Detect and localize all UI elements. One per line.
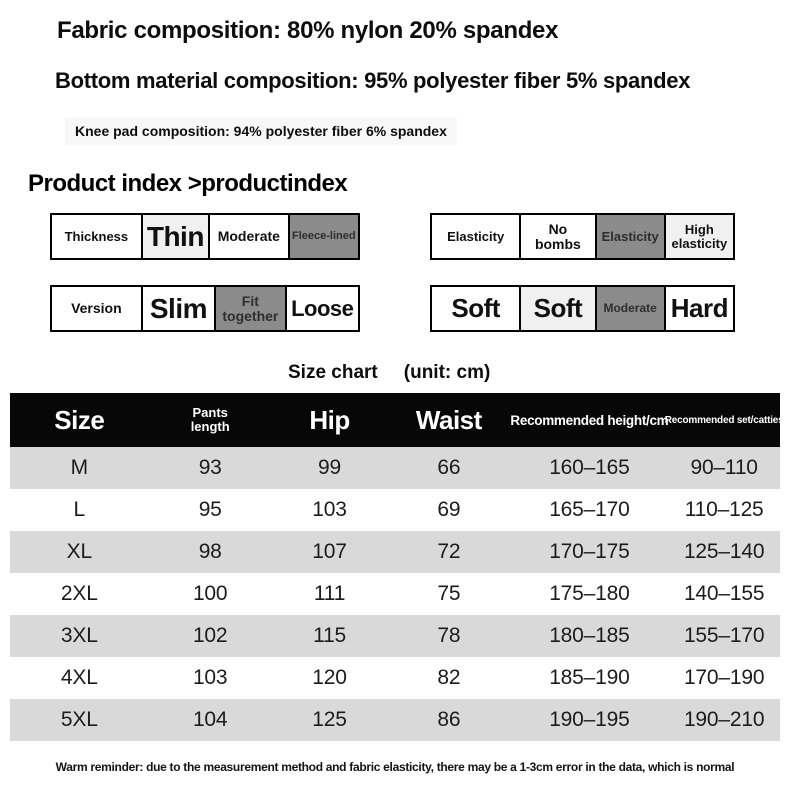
thickness-option-moderate: Moderate xyxy=(208,215,288,258)
cell-size: 2XL xyxy=(60,582,98,605)
cell-waist: 86 xyxy=(437,708,461,731)
fabric-composition-heading: Fabric composition: 80% nylon 20% spandex xyxy=(57,17,559,44)
cell-waist: 82 xyxy=(437,666,461,689)
size-chart-title-row xyxy=(288,362,490,384)
size-row-m xyxy=(10,447,780,489)
cell-height: 160–165 xyxy=(549,456,630,479)
cell-size: 4XL xyxy=(60,666,98,689)
cell-waist: 75 xyxy=(437,582,461,605)
cell-pants: 95 xyxy=(198,498,222,521)
knee-pad-heading: Knee pad composition: 94% polyester fiber 6% spandex xyxy=(65,117,457,145)
version-label: Version xyxy=(71,300,122,317)
elasticity-index-table xyxy=(430,213,735,260)
cell-hip: 107 xyxy=(312,540,347,563)
cell-set: 155–170 xyxy=(683,624,765,647)
cell-size: M xyxy=(70,456,88,479)
cell-height: 180–185 xyxy=(549,624,630,647)
col-header-waist: Waist xyxy=(415,404,482,435)
cell-pants: 102 xyxy=(192,624,228,647)
cell-pants: 98 xyxy=(198,540,222,563)
cell-hip: 99 xyxy=(318,456,342,479)
elasticity-option-elasticity: Elasticity xyxy=(595,215,664,258)
cell-hip: 111 xyxy=(313,582,346,605)
cell-hip: 115 xyxy=(313,624,346,647)
softness-option-moderate: Moderate xyxy=(595,287,664,330)
cell-set: 170–190 xyxy=(683,666,765,689)
col-header-pants-length-text: Pants length xyxy=(190,404,230,434)
cell-size: 3XL xyxy=(60,624,98,647)
cell-set: 125–140 xyxy=(683,540,765,563)
size-row-4xl xyxy=(10,657,780,699)
cell-set: 110–125 xyxy=(684,498,764,521)
softness-index-table xyxy=(430,285,735,332)
version-option-slim: Slim xyxy=(141,287,214,330)
cell-size: L xyxy=(73,498,86,521)
cell-height: 170–175 xyxy=(549,540,630,563)
cell-hip: 120 xyxy=(312,666,347,689)
product-index-heading: Product index >productindex xyxy=(28,170,348,197)
size-chart-unit: (unit: cm) xyxy=(403,362,491,383)
warm-reminder-note: Warm reminder: due to the measurement method and fabric elasticity, there may be a 1-3cm error in the data, which is normal xyxy=(55,760,735,774)
elasticity-label: Elasticity xyxy=(447,228,505,244)
cell-height: 190–195 xyxy=(549,708,630,731)
cell-pants: 93 xyxy=(198,456,222,479)
cell-waist: 72 xyxy=(437,540,461,563)
cell-waist: 69 xyxy=(437,498,461,521)
size-row-5xl xyxy=(10,699,780,741)
cell-set: 140–155 xyxy=(683,582,765,605)
cell-height: 175–180 xyxy=(549,582,630,605)
thickness-option-fleece: Fleece-lined xyxy=(288,215,358,258)
cell-waist: 78 xyxy=(437,624,461,647)
size-chart-title: Size chart xyxy=(288,362,378,383)
size-row-xl xyxy=(10,531,780,573)
thickness-index-table xyxy=(50,213,360,260)
thickness-option-thin: Thin xyxy=(141,215,208,258)
version-index-table xyxy=(50,285,360,332)
elasticity-option-no-bombs: No bombs xyxy=(519,215,594,258)
cell-pants: 100 xyxy=(192,582,228,605)
size-row-2xl xyxy=(10,573,780,615)
version-option-fit-together: Fit together xyxy=(214,287,284,330)
cell-size: XL xyxy=(66,540,92,563)
size-row-l xyxy=(10,489,780,531)
elasticity-option-high: High elasticity xyxy=(664,215,733,258)
cell-set: 90–110 xyxy=(690,456,758,479)
bottom-material-heading: Bottom material composition: 95% polyester fiber 5% spandex xyxy=(55,68,691,93)
cell-height: 165–170 xyxy=(549,498,630,521)
softness-option-soft: Soft xyxy=(519,287,594,330)
thickness-label: Thickness xyxy=(64,228,129,244)
size-chart-table xyxy=(10,393,784,741)
softness-label: Soft xyxy=(451,292,500,323)
col-header-recommended-height: Recommended height/cm xyxy=(510,412,669,428)
cell-pants: 104 xyxy=(192,708,228,731)
cell-waist: 66 xyxy=(437,456,461,479)
cell-hip: 125 xyxy=(312,708,347,731)
cell-size: 5XL xyxy=(60,708,98,731)
version-option-loose: Loose xyxy=(285,287,358,330)
cell-height: 185–190 xyxy=(549,666,630,689)
size-chart-header-row xyxy=(10,393,784,447)
cell-set: 190–210 xyxy=(683,708,765,731)
col-header-pants-length xyxy=(149,406,272,435)
cell-pants: 103 xyxy=(192,666,228,689)
size-row-3xl xyxy=(10,615,780,657)
col-header-recommended-set: Recommended set/catties xyxy=(664,414,784,426)
col-header-hip: Hip xyxy=(309,404,350,435)
col-header-size: Size xyxy=(54,404,105,435)
softness-option-hard: Hard xyxy=(664,287,733,330)
cell-hip: 103 xyxy=(312,498,347,521)
